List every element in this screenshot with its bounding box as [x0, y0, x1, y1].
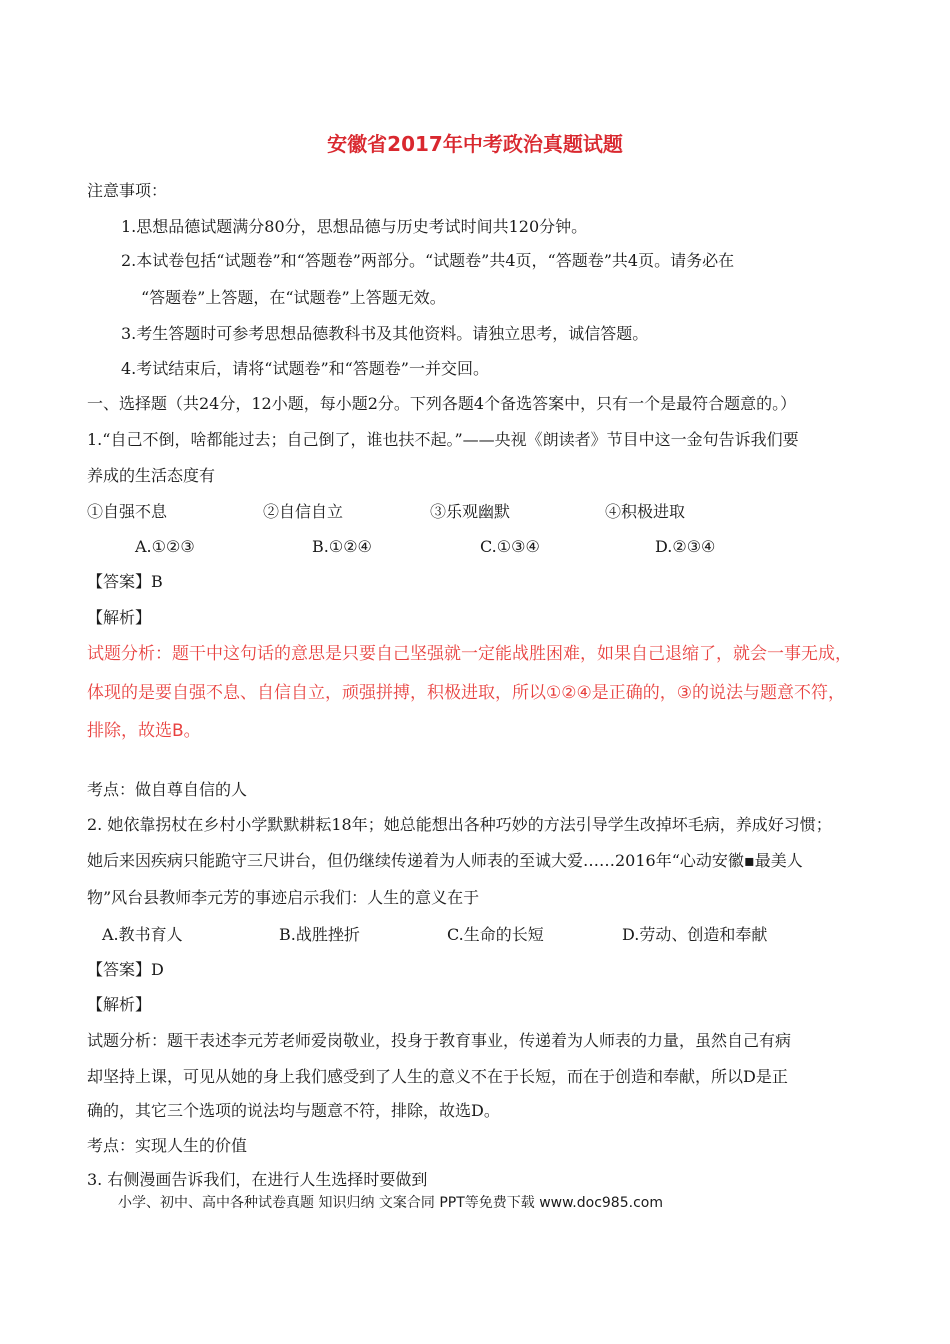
q1-item-4: ④积极进取 [605, 502, 686, 521]
q1-analysis-line-1: 试题分析：题干中这句话的意思是只要自己坚强就一定能战胜困难，如果自己退缩了，就会一事无成， [87, 644, 852, 664]
q2-analysis-line-1: 试题分析：题干表述李元芳老师爱岗敬业，投身于教育事业，传递着为人师表的力量，虽然自己有病 [87, 1031, 792, 1050]
question-2-stem: 2. 她依靠拐杖在乡村小学默默耕耘18年；她总能想出各种巧妙的方法引导学生改掉坏毛病，养成好习惯； [87, 815, 832, 834]
q1-answer: 【答案】B [87, 572, 163, 591]
q1-item-1: ①自强不息 [87, 502, 168, 521]
q1-item-3: ③乐观幽默 [430, 502, 511, 521]
q2-option-c: C.生命的长短 [447, 925, 544, 944]
section-heading: 一、选择题（共24分，12小题，每小题2分。下列各题4个备选答案中，只有一个是最符合题意的。） [87, 394, 797, 413]
q1-item-2: ②自信自立 [263, 502, 344, 521]
notice-item-4: 4.考试结束后，请将“试题卷”和“答题卷”一并交回。 [121, 359, 489, 378]
q1-analysis-label: 【解析】 [87, 608, 152, 627]
notice-item-1: 1.思想品德试题满分80分，思想品德与历史考试时间共120分钟。 [121, 217, 588, 236]
page-title: 安徽省2017年中考政治真题试题 [327, 132, 623, 156]
q2-point: 考点：实现人生的价值 [87, 1136, 248, 1155]
q2-answer: 【答案】D [87, 960, 164, 979]
q1-analysis-line-2: 体现的是要自强不息、自信自立，顽强拼搏，积极进取，所以①②④是正确的，③的说法与题意不符， [87, 683, 845, 703]
q1-analysis-line-3: 排除，故选B。 [87, 721, 201, 741]
notice-item-2-cont: “答题卷”上答题，在“试题卷”上答题无效。 [141, 288, 446, 307]
question-1-stem-cont: 养成的生活态度有 [87, 466, 216, 485]
q1-option-d: D.②③④ [655, 537, 716, 556]
q2-analysis-label: 【解析】 [87, 995, 152, 1014]
q1-point: 考点：做自尊自信的人 [87, 780, 248, 799]
notice-item-3: 3.考生答题时可参考思想品德教科书及其他资料。请独立思考，诚信答题。 [121, 324, 649, 343]
q1-option-b: B.①②④ [312, 537, 372, 556]
notice-item-2: 2.本试卷包括“试题卷”和“答题卷”两部分。“试题卷”共4页，“答题卷”共4页。请务必在 [121, 251, 735, 270]
question-2-stem-cont-1: 她后来因疾病只能跪守三尺讲台，但仍继续传递着为人师表的至诚大爱……2016年“心动安徽▪最美人 [87, 851, 803, 870]
question-2-stem-cont-2: 物”风台县教师李元芳的事迹启示我们：人生的意义在于 [87, 888, 480, 907]
question-3-stem: 3. 右侧漫画告诉我们，在进行人生选择时要做到 [87, 1170, 428, 1189]
q1-option-c: C.①③④ [480, 537, 540, 556]
page-footer: 小学、初中、高中各种试卷真题 知识归纳 文案合同 PPT等免费下载 www.doc985.com [118, 1195, 663, 1211]
q2-analysis-line-2: 却坚持上课，可见从她的身上我们感受到了人生的意义不在于长短，而在于创造和奉献，所以D是正 [87, 1067, 788, 1086]
q2-option-a: A.教书育人 [102, 925, 183, 944]
question-1-stem: 1.“自己不倒，啥都能过去；自己倒了，谁也扶不起。”——央视《朗读者》节目中这一金句告诉我们要 [87, 430, 799, 449]
q2-analysis-line-3: 确的，其它三个选项的说法均与题意不符，排除，故选D。 [87, 1101, 500, 1120]
q2-option-d: D.劳动、创造和奉献 [622, 925, 768, 944]
notice-heading: 注意事项： [87, 181, 168, 200]
q2-option-b: B.战胜挫折 [279, 925, 360, 944]
q1-option-a: A.①②③ [135, 537, 195, 556]
